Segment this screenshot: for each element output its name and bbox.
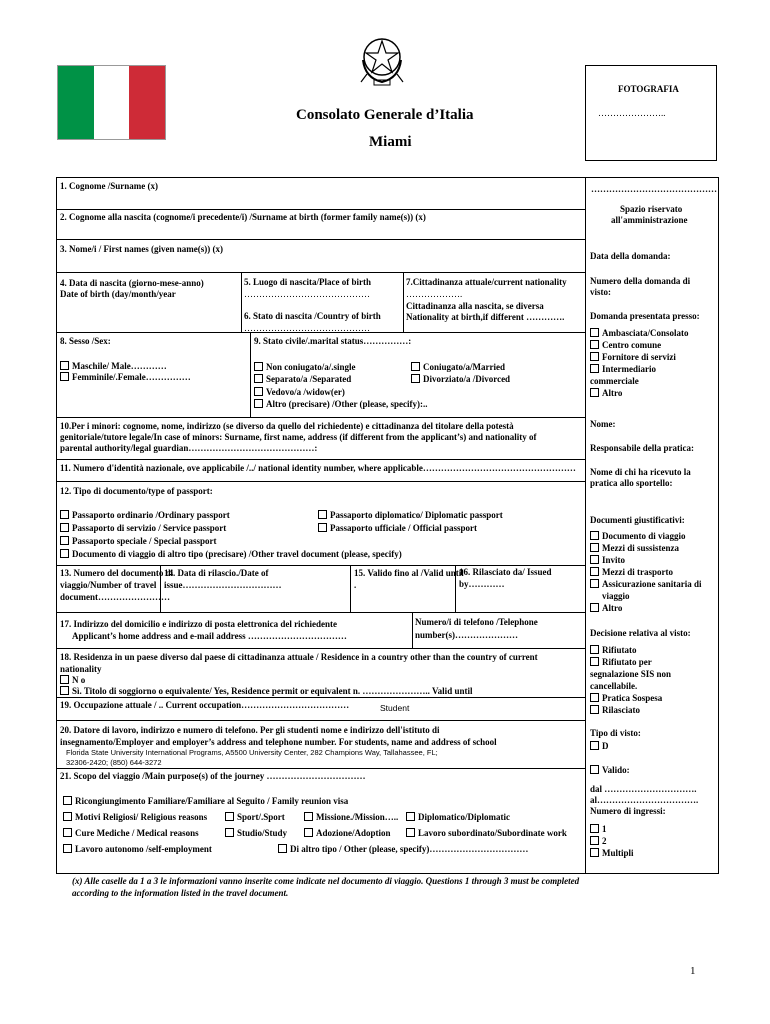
field-18-residence-l2: nationality [60, 664, 102, 674]
checkbox-icon [590, 705, 599, 714]
field-19-occupation-label: 19. Occupazione attuale / .. Current occupation……………………………… [60, 700, 350, 710]
checkbox-icon [63, 828, 72, 837]
admin-presented-at: Domanda presentata presso: [590, 311, 700, 321]
field-21-purpose-label: 21. Scopo del viaggio /Main purpose(s) of the journey …………………………… [60, 771, 366, 781]
field-20-employer-l2: insegnamento/Employer and employer’s address and telephone number. For students, name and address of school [60, 737, 497, 747]
checkbox-icon [318, 523, 327, 532]
admin-refused-sis-cont-2: cancellabile. [590, 681, 638, 691]
checkbox-icon [406, 812, 415, 821]
checkbox-icon [63, 844, 72, 853]
admin-issued-checkbox[interactable]: Rilasciato [590, 705, 640, 716]
field-21-subordinate-work-checkbox[interactable]: Lavoro subordinato/Subordinate work [406, 828, 567, 839]
field-21-mission-checkbox[interactable]: Missione./Mission….. [304, 812, 398, 823]
field-21-religious-checkbox[interactable]: Motivi Religiosi/ Religious reasons [63, 812, 207, 823]
checkbox-icon [411, 362, 420, 371]
field-9-marital-status-label: 9. Stato civile/.marital status……………: [254, 336, 412, 346]
admin-supporting-docs: Documenti giustificativi: [590, 515, 685, 525]
photo-dots: ………………….. [598, 108, 666, 118]
checkbox-icon [60, 361, 69, 370]
checkbox-icon [60, 675, 69, 684]
field-15-valid-until-input[interactable]: . [354, 580, 357, 590]
checkbox-icon [63, 812, 72, 821]
admin-refused-sis-cont-1: segnalazione SIS non [590, 669, 672, 679]
admin-doc-other-checkbox[interactable]: Altro [590, 603, 622, 614]
checkbox-icon [254, 387, 263, 396]
field-4-date-of-birth-label: 4. Data di nascita (giorno-mese-anno) [60, 278, 204, 288]
italian-emblem-icon [357, 30, 407, 88]
checkbox-icon [590, 693, 599, 702]
admin-visa-d-checkbox[interactable]: D [590, 741, 609, 752]
field-11-national-id[interactable]: 11. Numero d'identità nazionale, ove applicabile /../ national identity number, where applicable…………………………………………… [60, 463, 576, 473]
field-15-valid-until-label: 15. Valido fino al /Valid until [354, 568, 464, 578]
field-12-service-checkbox[interactable]: Passaporto di servizio / Service passport [60, 523, 226, 534]
checkbox-icon [590, 567, 599, 576]
field-16-issued-by-input[interactable]: by………… [459, 579, 505, 589]
admin-doc-travel-checkbox[interactable]: Documento di viaggio [590, 531, 686, 542]
checkbox-icon [254, 374, 263, 383]
checkbox-icon [318, 510, 327, 519]
checkbox-icon [590, 741, 599, 750]
field-1-surname[interactable]: 1. Cognome /Surname (x) [60, 181, 158, 191]
field-12-official-checkbox[interactable]: Passaporto ufficiale / Official passport [318, 523, 477, 534]
field-18-no-checkbox[interactable]: N o [60, 675, 85, 686]
admin-refused-checkbox[interactable]: Rifiutato [590, 645, 637, 656]
field-10-minors-line2: genitoriale/tutore legale/In case of minors: Surname, first name, address (if different from the applicant’s) and nationality of [60, 432, 537, 442]
admin-valid-checkbox[interactable]: Valido: [590, 765, 630, 776]
field-7-nationality-input[interactable]: ………………. [406, 289, 463, 299]
field-8-sex-label: 8. Sesso /Sex: [60, 336, 111, 346]
admin-name: Nome: [590, 419, 616, 429]
admin-suspended-checkbox[interactable]: Pratica Sospesa [590, 693, 662, 704]
checkbox-icon [254, 362, 263, 371]
checkbox-icon [590, 388, 599, 397]
field-21-adoption-checkbox[interactable]: Adozione/Adoption [304, 828, 391, 839]
field-21-other-checkbox[interactable]: Di altro tipo / Other (please, specify)…………………………… [278, 844, 528, 855]
field-3-first-names[interactable]: 3. Nome/i / First names (given name(s)) (x) [60, 244, 223, 254]
field-13-doc-number-input[interactable]: document…………………… [60, 592, 170, 602]
field-9-separated-checkbox[interactable]: Separato/a /Separated [254, 374, 351, 385]
page-number: 1 [690, 965, 696, 977]
admin-doc-insurance-checkbox[interactable]: Assicurazione sanitaria di [590, 579, 702, 590]
checkbox-icon [590, 765, 599, 774]
field-4-date-of-birth-sub[interactable]: Date of birth (day/month/year [60, 289, 176, 299]
photo-label: FOTOGRAFIA [618, 84, 679, 94]
admin-doc-invitation-checkbox[interactable]: Invito [590, 555, 625, 566]
admin-refused-sis-checkbox[interactable]: Rifiutato per [590, 657, 652, 668]
admin-reserved-2: all'amministrazione [611, 215, 688, 225]
field-21-diplomatic-checkbox[interactable]: Diplomatico/Diplomatic [406, 812, 510, 823]
checkbox-icon [60, 686, 69, 695]
checkbox-icon [590, 531, 599, 540]
field-20-employer-value-l2[interactable]: 32306-2420; (850) 644-3272 [66, 758, 162, 767]
checkbox-icon [590, 579, 599, 588]
field-12-ordinary-checkbox[interactable]: Passaporto ordinario /Ordinary passport [60, 510, 230, 521]
field-5-place-of-birth-label: 5. Luogo di nascita/Place of birth [244, 277, 372, 287]
checkbox-icon [590, 848, 599, 857]
admin-doc-transport-checkbox[interactable]: Mezzi di trasporto [590, 567, 673, 578]
admin-intermediary-checkbox[interactable]: Intermediario [590, 364, 656, 375]
admin-valid-from[interactable]: dal …………………………. [590, 784, 697, 794]
checkbox-icon [60, 510, 69, 519]
checkbox-icon [304, 812, 313, 821]
checkbox-icon [590, 657, 599, 666]
checkbox-icon [590, 824, 599, 833]
field-21-family-reunion-checkbox[interactable]: Ricongiungimento Familiare/Familiare al Seguito / Family reunion visa [63, 796, 348, 807]
checkbox-icon [590, 836, 599, 845]
field-14-issue-date-input[interactable]: issue…………………………… [164, 580, 282, 590]
admin-doc-insurance-cont: viaggio [602, 591, 630, 601]
footnote-line1: (x) Alle caselle da 1 a 3 le informazioni vanno inserite come indicate nel documento di viaggio. Questions 1 through 3 must be completed [72, 876, 580, 886]
admin-top-dots: …………………………………… [591, 184, 717, 194]
checkbox-icon [225, 828, 234, 837]
admin-application-number-1: Numero della domanda di [590, 276, 691, 286]
field-9-other-checkbox[interactable]: Altro (precisare) /Other (please, specify):.. [254, 399, 428, 410]
field-18-yes-checkbox[interactable]: Sì. Titolo di soggiorno o equivalente/ Yes, Residence permit or equivalent n. ………………….. Valid until [60, 686, 472, 697]
checkbox-icon [60, 523, 69, 532]
admin-reserved-1: Spazio riservato [620, 204, 683, 214]
admin-common-centre-checkbox[interactable]: Centro comune [590, 340, 661, 351]
checkbox-icon [63, 796, 72, 805]
field-20-employer-value-l1[interactable]: Florida State University International Programs, A5500 University Center, 282 Champions Way, Tallahassee, FL; [66, 748, 438, 757]
field-14-issue-date-label: 14. Data di rilascio./Date of [164, 568, 269, 578]
checkbox-icon [406, 828, 415, 837]
field-6-country-of-birth-input[interactable]: …………………………………… [244, 323, 370, 333]
checkbox-icon [590, 340, 599, 349]
field-9-single-checkbox[interactable]: Non coniugato/a/.single [254, 362, 356, 373]
footnote-line2: according to the information listed in the travel document. [72, 888, 289, 898]
checkbox-icon [60, 372, 69, 381]
admin-decision: Decisione relativa al visto: [590, 628, 691, 638]
admin-entries-multi-checkbox[interactable]: Multipli [590, 848, 634, 859]
field-7-nationality-at-birth-label: Cittadinanza alla nascita, se diversa [406, 301, 544, 311]
field-12-diplomatic-checkbox[interactable]: Passaporto diplomatico/ Diplomatic passport [318, 510, 503, 521]
field-17-address-input[interactable]: Applicant’s home address and e-mail address …………………………… [72, 631, 347, 641]
checkbox-icon [590, 603, 599, 612]
field-21-self-employment-checkbox[interactable]: Lavoro autonomo /self-employment [63, 844, 212, 855]
field-17-address-label: 17. Indirizzo del domicilio e indirizzo di posta elettronica del richiedente [60, 619, 338, 629]
field-7-nationality-at-birth-input[interactable]: Nationality at birth,if different …………. [406, 312, 565, 322]
admin-entries: Numero di ingressi: [590, 806, 666, 816]
field-13-doc-number-l1: 13. Numero del documento di [60, 568, 174, 578]
checkbox-icon [278, 844, 287, 853]
admin-doc-means-checkbox[interactable]: Mezzi di sussistenza [590, 543, 679, 554]
checkbox-icon [304, 828, 313, 837]
field-9-widow-checkbox[interactable]: Vedovo/a /widow(er) [254, 387, 345, 398]
field-21-sport-checkbox[interactable]: Sport/.Sport [225, 812, 285, 823]
admin-other-checkbox[interactable]: Altro [590, 388, 622, 399]
checkbox-icon [590, 352, 599, 361]
admin-application-date: Data della domanda: [590, 251, 671, 261]
checkbox-icon [411, 374, 420, 383]
field-18-residence-l1: 18. Residenza in un paese diverso dal paese di cittadinanza attuale / Residence in a country other than the country of current [60, 652, 538, 662]
admin-intermediary-cont: commerciale [590, 376, 639, 386]
field-12-other-doc-checkbox[interactable]: Documento di viaggio di altro tipo (precisare) /Other travel document (please, specify) [60, 549, 402, 560]
field-2-surname-at-birth[interactable]: 2. Cognome alla nascita (cognome/i precedente/i) /Surname at birth (former family name(s)) (x) [60, 212, 426, 222]
field-13-doc-number-l2: viaggio/Number of travel [60, 580, 157, 590]
admin-entries-1-checkbox[interactable]: 1 [590, 824, 607, 835]
field-8-female-checkbox[interactable]: Femminile/.Female…………… [60, 372, 191, 383]
field-12-passport-type-label: 12. Tipo di documento/type of passport: [60, 486, 213, 496]
field-9-married-checkbox[interactable]: Coniugato/a/Married [411, 362, 505, 373]
checkbox-icon [225, 812, 234, 821]
field-20-employer-l1: 20. Datore di lavoro, indirizzo e numero di telefono. Per gli studenti nome e indirizzo dell'istituto di [60, 725, 440, 735]
checkbox-icon [590, 645, 599, 654]
field-16-issued-by-label: 16. Rilasciato da/ Issued [459, 567, 552, 577]
field-17-phone-label: Numero/i di telefono /Telephone [415, 617, 538, 627]
field-12-special-checkbox[interactable]: Passaporto speciale / Special passport [60, 536, 217, 547]
checkbox-icon [60, 536, 69, 545]
field-7-nationality-label: 7.Cittadinanza attuale/current nationality [406, 277, 567, 287]
italian-flag [57, 65, 166, 140]
field-6-country-of-birth-label: 6. Stato di nascita /Country of birth [244, 311, 381, 321]
field-8-male-checkbox[interactable]: Maschile/ Male………… [60, 361, 167, 372]
checkbox-icon [590, 543, 599, 552]
admin-embassy-checkbox[interactable]: Ambasciata/Consolato [590, 328, 689, 339]
checkbox-icon [590, 364, 599, 373]
consulate-city: Miami [369, 134, 412, 150]
admin-received-1: Nome di chi ha ricevuto la [590, 467, 691, 477]
admin-visa-type: Tipo di visto: [590, 728, 641, 738]
checkbox-icon [254, 399, 263, 408]
admin-received-2: pratica allo sportello: [590, 478, 673, 488]
admin-entries-2-checkbox[interactable]: 2 [590, 836, 607, 847]
checkbox-icon [590, 555, 599, 564]
consulate-title: Consolato Generale d’Italia [296, 107, 474, 123]
field-10-minors-line3[interactable]: parental authority/legal guardian……………………………………: [60, 443, 318, 453]
admin-application-number-2: visto: [590, 287, 611, 297]
admin-valid-to[interactable]: al……………………………. [590, 795, 699, 805]
field-21-study-checkbox[interactable]: Studio/Study [225, 828, 287, 839]
field-9-divorced-checkbox[interactable]: Divorziato/a /Divorced [411, 374, 510, 385]
field-21-medical-checkbox[interactable]: Cure Mediche / Medical reasons [63, 828, 199, 839]
field-5-place-of-birth-input[interactable]: …………………………………… [244, 289, 370, 299]
admin-responsible: Responsabile della pratica: [590, 443, 695, 453]
checkbox-icon [60, 549, 69, 558]
field-17-phone-input[interactable]: number(s)………………… [415, 630, 518, 640]
admin-service-provider-checkbox[interactable]: Fornitore di servizi [590, 352, 676, 363]
field-19-occupation-value[interactable]: Student [380, 703, 410, 713]
checkbox-icon [590, 328, 599, 337]
field-10-minors-line1: 10.Per i minori: cognome, nome, indirizzo (se diverso da quello del richiedente) e cittadinanza del titolare della potestà [60, 421, 514, 431]
